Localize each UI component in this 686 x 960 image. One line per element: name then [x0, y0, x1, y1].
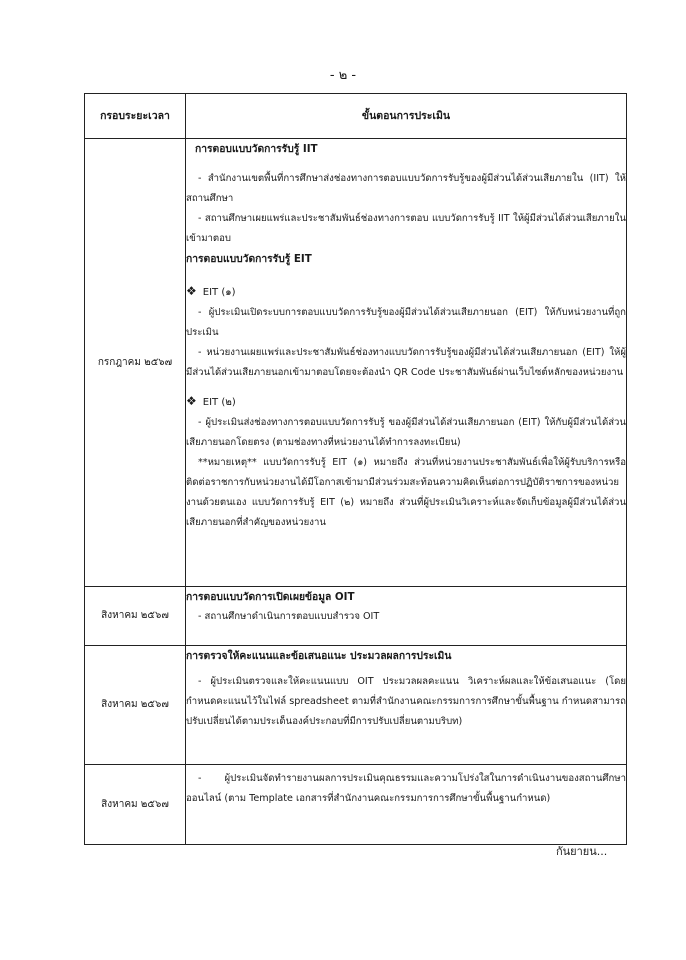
- eit2-paragraph-1: - ผู้ประเมินส่งช่องทางการตอบแบบวัดการรับรู้ ของผู้มีส่วนได้ส่วนเสียภายนอก (EIT) ให้กับผู้มีส่วนได้ส่วนเสียภายนอกโดยตรง (ตามช่องทางที่หน่วยงานได้ทำการลงทะเบียน): [186, 417, 626, 448]
- header-timeframe: กรอบระยะเวลา: [85, 94, 186, 139]
- table-header-row: [85, 94, 627, 139]
- eit2-note: **หมายเหตุ** แบบวัดการรับรู้ EIT (๑) หมายถึง ส่วนที่หน่วยงานประชาสัมพันธ์เพื่อให้ผู้รับบริการหรือติดต่อราชการกับหน่วยงานได้มีโอกาสเข้ามามีส่วนร่วมสะท้อนความคิดเห็นต่อการปฏิบัติราชการของหน่วยงานด้วยตนเอง แบบวัดการรับรู้ EIT (๒) หมายถึง ส่วนที่ผู้ประเมินวิเคราะห์และจัดเก็บข้อมูลผู้มีส่วนได้ส่วนเสียภายนอกที่สำคัญของหน่วยงาน: [186, 457, 626, 528]
- eit1-label: EIT (๑): [202, 287, 236, 298]
- eit1-paragraph-1: - ผู้ประเมินเปิดระบบการตอบแบบวัดการรับรู้ของผู้มีส่วนได้ส่วนเสียภายนอก (EIT) ให้กับหน่วยงานที่ถูกประเมิน: [186, 307, 626, 338]
- period-cell: สิงหาคม ๒๕๖๗: [85, 587, 186, 646]
- iit-paragraph-1: - สำนักงานเขตพื้นที่การศึกษาส่งช่องทางการตอบแบบวัดการรับรู้ของผู้มีส่วนได้ส่วนเสียภายใน (IIT) ให้สถานศึกษา: [186, 173, 626, 204]
- continuation-text: กันยายน...: [556, 845, 608, 858]
- eit2-label: EIT (๒): [202, 397, 236, 408]
- page-number: - ๒ -: [329, 68, 357, 83]
- diamond-bullet-icon: ❖: [186, 394, 197, 408]
- table-row: [85, 646, 627, 765]
- iit-paragraph-2: - สถานศึกษาเผยแพร่และประชาสัมพันธ์ช่องทางการตอบ แบบวัดการรับรู้ IIT ให้ผู้มีส่วนได้ส่วนเสียภายในเข้ามาตอบ: [186, 213, 626, 244]
- oit-paragraph: - สถานศึกษาดำเนินการตอบแบบสำรวจ OIT: [198, 611, 380, 622]
- eit-heading: การตอบแบบวัดการรับรู้ EIT: [186, 253, 312, 265]
- eit1-paragraph-2: - หน่วยงานเผยแพร่และประชาสัมพันธ์ช่องทางแบบวัดการรับรู้ของผู้มีส่วนได้ส่วนเสียภายนอก (EIT) ให้ผู้มีส่วนได้ส่วนเสียภายนอกเข้ามาตอบโดยจะต้องนำ QR Code ประชาสัมพันธ์ผ่านเว็บไซต์หลักของหน่วยงาน: [186, 347, 626, 378]
- period-cell: สิงหาคม ๒๕๖๗: [85, 646, 186, 765]
- period-cell: สิงหาคม ๒๕๖๗: [85, 765, 186, 845]
- table-row: [85, 765, 627, 845]
- report-paragraph: - ผู้ประเมินจัดทำรายงานผลการประเมินคุณธรรมและความโปร่งใสในการดำเนินงานของสถานศึกษาออนไลน์ (ตาม Template เอกสารที่สำนักงานคณะกรรมการการศึกษาขั้นพื้นฐานกำหนด): [186, 773, 626, 804]
- diamond-bullet-icon: ❖: [186, 284, 197, 298]
- oit-heading: การตอบแบบวัดการเปิดเผยข้อมูล OIT: [186, 591, 355, 603]
- eit1-subheading: [186, 279, 626, 303]
- scoring-heading: การตรวจให้คะแนนและข้อเสนอแนะ ประมวลผลการประเมิน: [186, 650, 452, 662]
- header-steps: ขั้นตอนการประเมิน: [186, 94, 627, 139]
- table-row: [85, 587, 627, 646]
- table-row: [85, 139, 627, 587]
- period-cell: กรกฎาคม ๒๕๖๗: [85, 139, 186, 587]
- steps-cell: [186, 587, 627, 646]
- steps-cell: [186, 765, 627, 845]
- evaluation-schedule-table: [84, 93, 627, 845]
- steps-cell: [186, 646, 627, 765]
- eit2-subheading: [186, 389, 626, 413]
- steps-cell: [186, 139, 627, 587]
- iit-heading: การตอบแบบวัดการรับรู้ IIT: [195, 143, 318, 155]
- scoring-paragraph: - ผู้ประเมินตรวจและให้คะแนนแบบ OIT ประมวลผลคะแนน วิเคราะห์ผลและให้ข้อเสนอแนะ (โดยกำหนดคะแนนไว้ในไฟล์ spreadsheet ตามที่สำนักงานคณะกรรมการการศึกษาขั้นพื้นฐาน กำหนดสามารถปรับเปลี่ยนได้ตามประเด็นองค์ประกอบที่มีการปรับเปลี่ยนตามบริบท): [186, 676, 626, 727]
